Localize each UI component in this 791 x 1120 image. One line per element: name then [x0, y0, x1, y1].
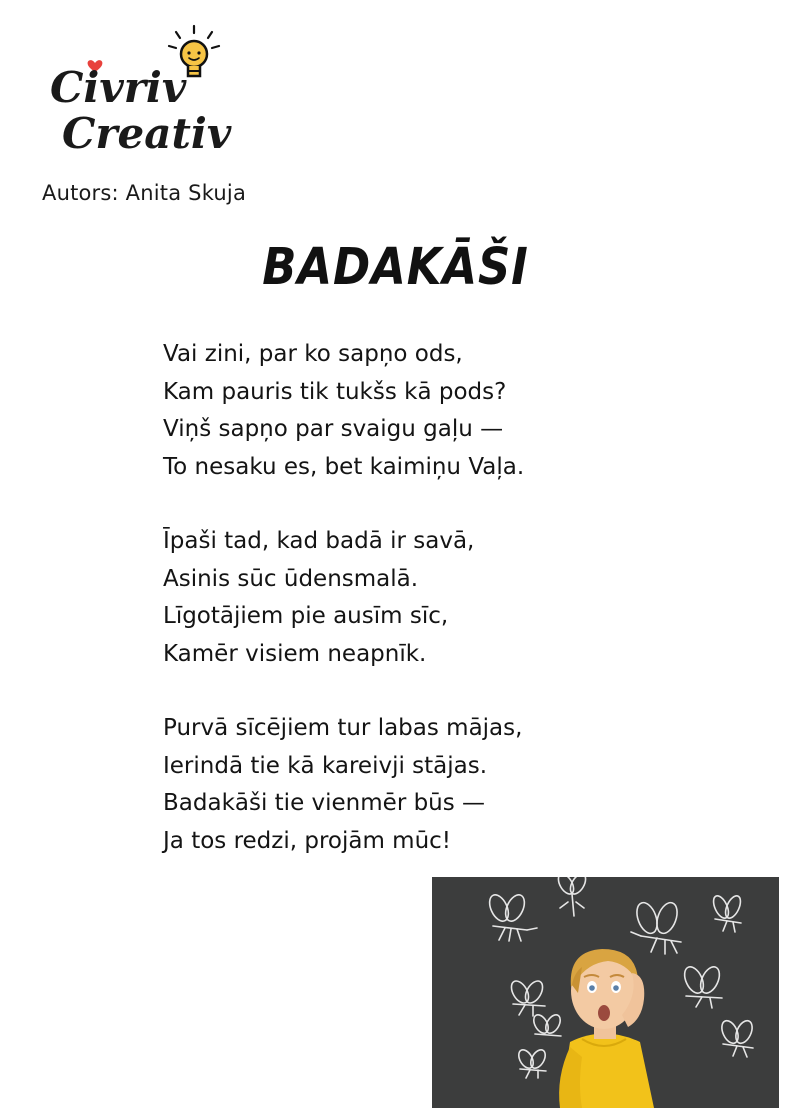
poem-line: Kam pauris tik tukšs kā pods? — [163, 378, 507, 405]
poem-body — [163, 336, 524, 860]
logo-line-1: Civriv — [50, 63, 187, 112]
poem-line: Īpaši tad, kad badā ir savā, — [163, 528, 475, 554]
poem-line: Ierindā tie kā kareivji stājas. — [163, 752, 488, 779]
poem-line: To nesaku es, bet kaimiņu Vaļa. — [163, 453, 525, 480]
stanza-2 — [163, 523, 524, 673]
poem-line: Asinis sūc ūdensmalā. — [163, 565, 419, 592]
stanza-3 — [163, 710, 524, 860]
logo-line-2: Creativ — [62, 109, 232, 158]
boy-with-chalk-mosquitoes — [432, 877, 779, 1108]
poem-title: BADAKĀŠI — [262, 238, 529, 297]
poem-line: Līgotājiem pie ausīm sīc, — [163, 603, 449, 629]
logo-graphic — [48, 24, 238, 164]
illustration-photo — [432, 877, 779, 1108]
brand-logo — [48, 24, 238, 164]
poem-line: Kamēr visiem neapnīk. — [163, 640, 427, 667]
poem-line: Badakāši tie vienmēr būs — — [163, 790, 486, 816]
poem-line: Purvā sīcējiem tur labas mājas, — [163, 715, 523, 741]
poem-line: Viņš sapņo par svaigu gaļu — — [163, 416, 504, 442]
poem-line: Vai zini, par ko sapņo ods, — [163, 341, 463, 367]
stanza-1 — [163, 336, 524, 486]
author-line: Autors: Anita Skuja — [42, 181, 247, 205]
poem-line: Ja tos redzi, projām mūc! — [163, 827, 452, 854]
